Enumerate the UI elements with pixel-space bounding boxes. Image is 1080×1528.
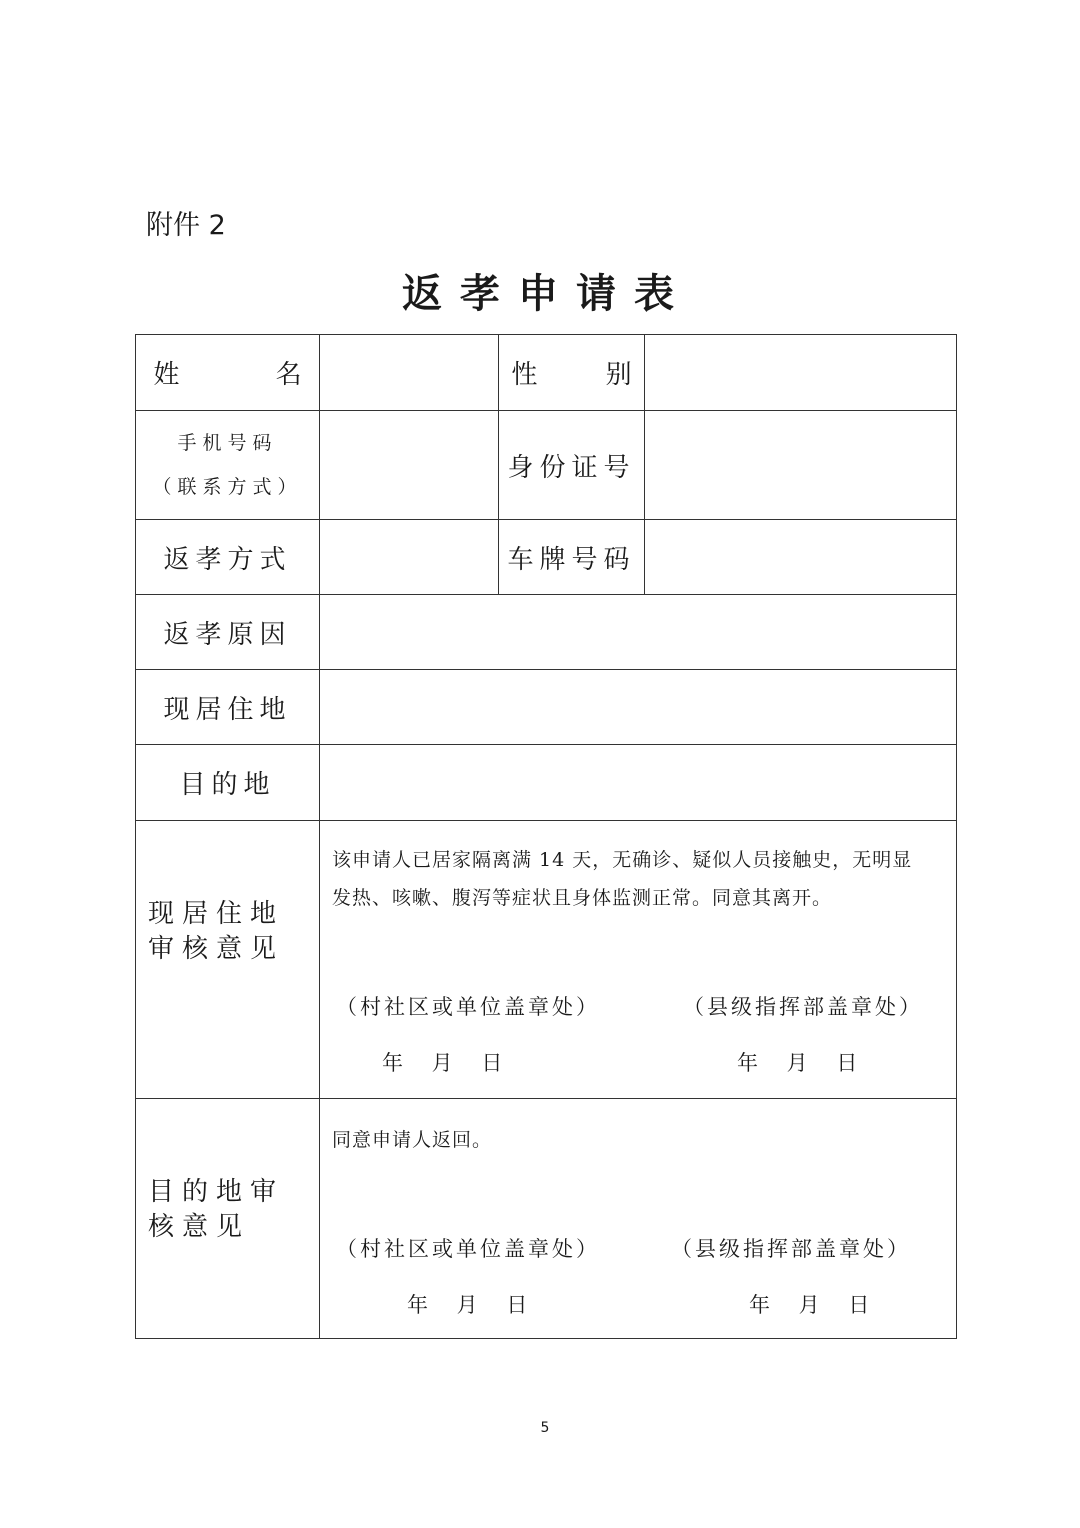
- destination-village-date: 年 月 日: [407, 1293, 528, 1317]
- form-title: 返孝申请表: [402, 271, 692, 317]
- phone-field[interactable]: [321, 412, 497, 518]
- annex-label: 附件 2: [146, 210, 226, 241]
- destination-county-seal-note: （县级指挥部盖章处）: [671, 1237, 911, 1261]
- travel-mode-label: 返孝方式: [163, 544, 292, 575]
- plate-number-label: 车牌号码: [507, 544, 636, 575]
- row-divider: [136, 1098, 956, 1099]
- residence-county-seal-note: （县级指挥部盖章处）: [683, 995, 923, 1019]
- residence-review-opinion: 该申请人已居家隔离满 14 天，无确诊、疑似人员接触史，无明显 发热、咳嗽、腹泻等症状且身体监测正常。同意其离开。: [332, 849, 913, 909]
- destination-review-label: 目的地审核意见: [148, 1177, 285, 1242]
- residence-county-date: 年 月 日: [737, 1051, 858, 1075]
- destination-county-date: 年 月 日: [749, 1293, 870, 1317]
- residence-village-date: 年 月 日: [382, 1051, 503, 1075]
- reason-label: 返孝原因: [163, 619, 292, 650]
- id-number-field[interactable]: [646, 412, 954, 518]
- gender-field[interactable]: [646, 337, 954, 409]
- column-divider: [319, 335, 320, 1338]
- destination-field[interactable]: [321, 746, 954, 819]
- destination-review-opinion: 同意申请人返回。: [332, 1129, 493, 1151]
- page-number: 5: [540, 1420, 550, 1436]
- reason-field[interactable]: [321, 596, 954, 668]
- id-number-label: 身份证号: [507, 452, 636, 483]
- row-divider: [136, 820, 956, 821]
- residence-village-seal-note: （村社区或单位盖章处）: [336, 995, 600, 1019]
- plate-number-field[interactable]: [646, 521, 954, 593]
- name-label: 姓 名: [153, 360, 346, 390]
- residence-field[interactable]: [321, 671, 954, 743]
- destination-village-seal-note: （村社区或单位盖章处）: [336, 1237, 600, 1261]
- residence-label: 现居住地: [163, 694, 292, 725]
- gender-label: 性 别: [511, 360, 662, 390]
- name-field[interactable]: [321, 337, 497, 409]
- destination-label: 目的地: [179, 770, 276, 800]
- residence-review-label: 现居住地审核意见: [148, 899, 285, 964]
- application-form-table: [135, 334, 957, 1339]
- travel-mode-field[interactable]: [321, 521, 497, 593]
- phone-label: 手机号码 （联系方式）: [152, 432, 303, 498]
